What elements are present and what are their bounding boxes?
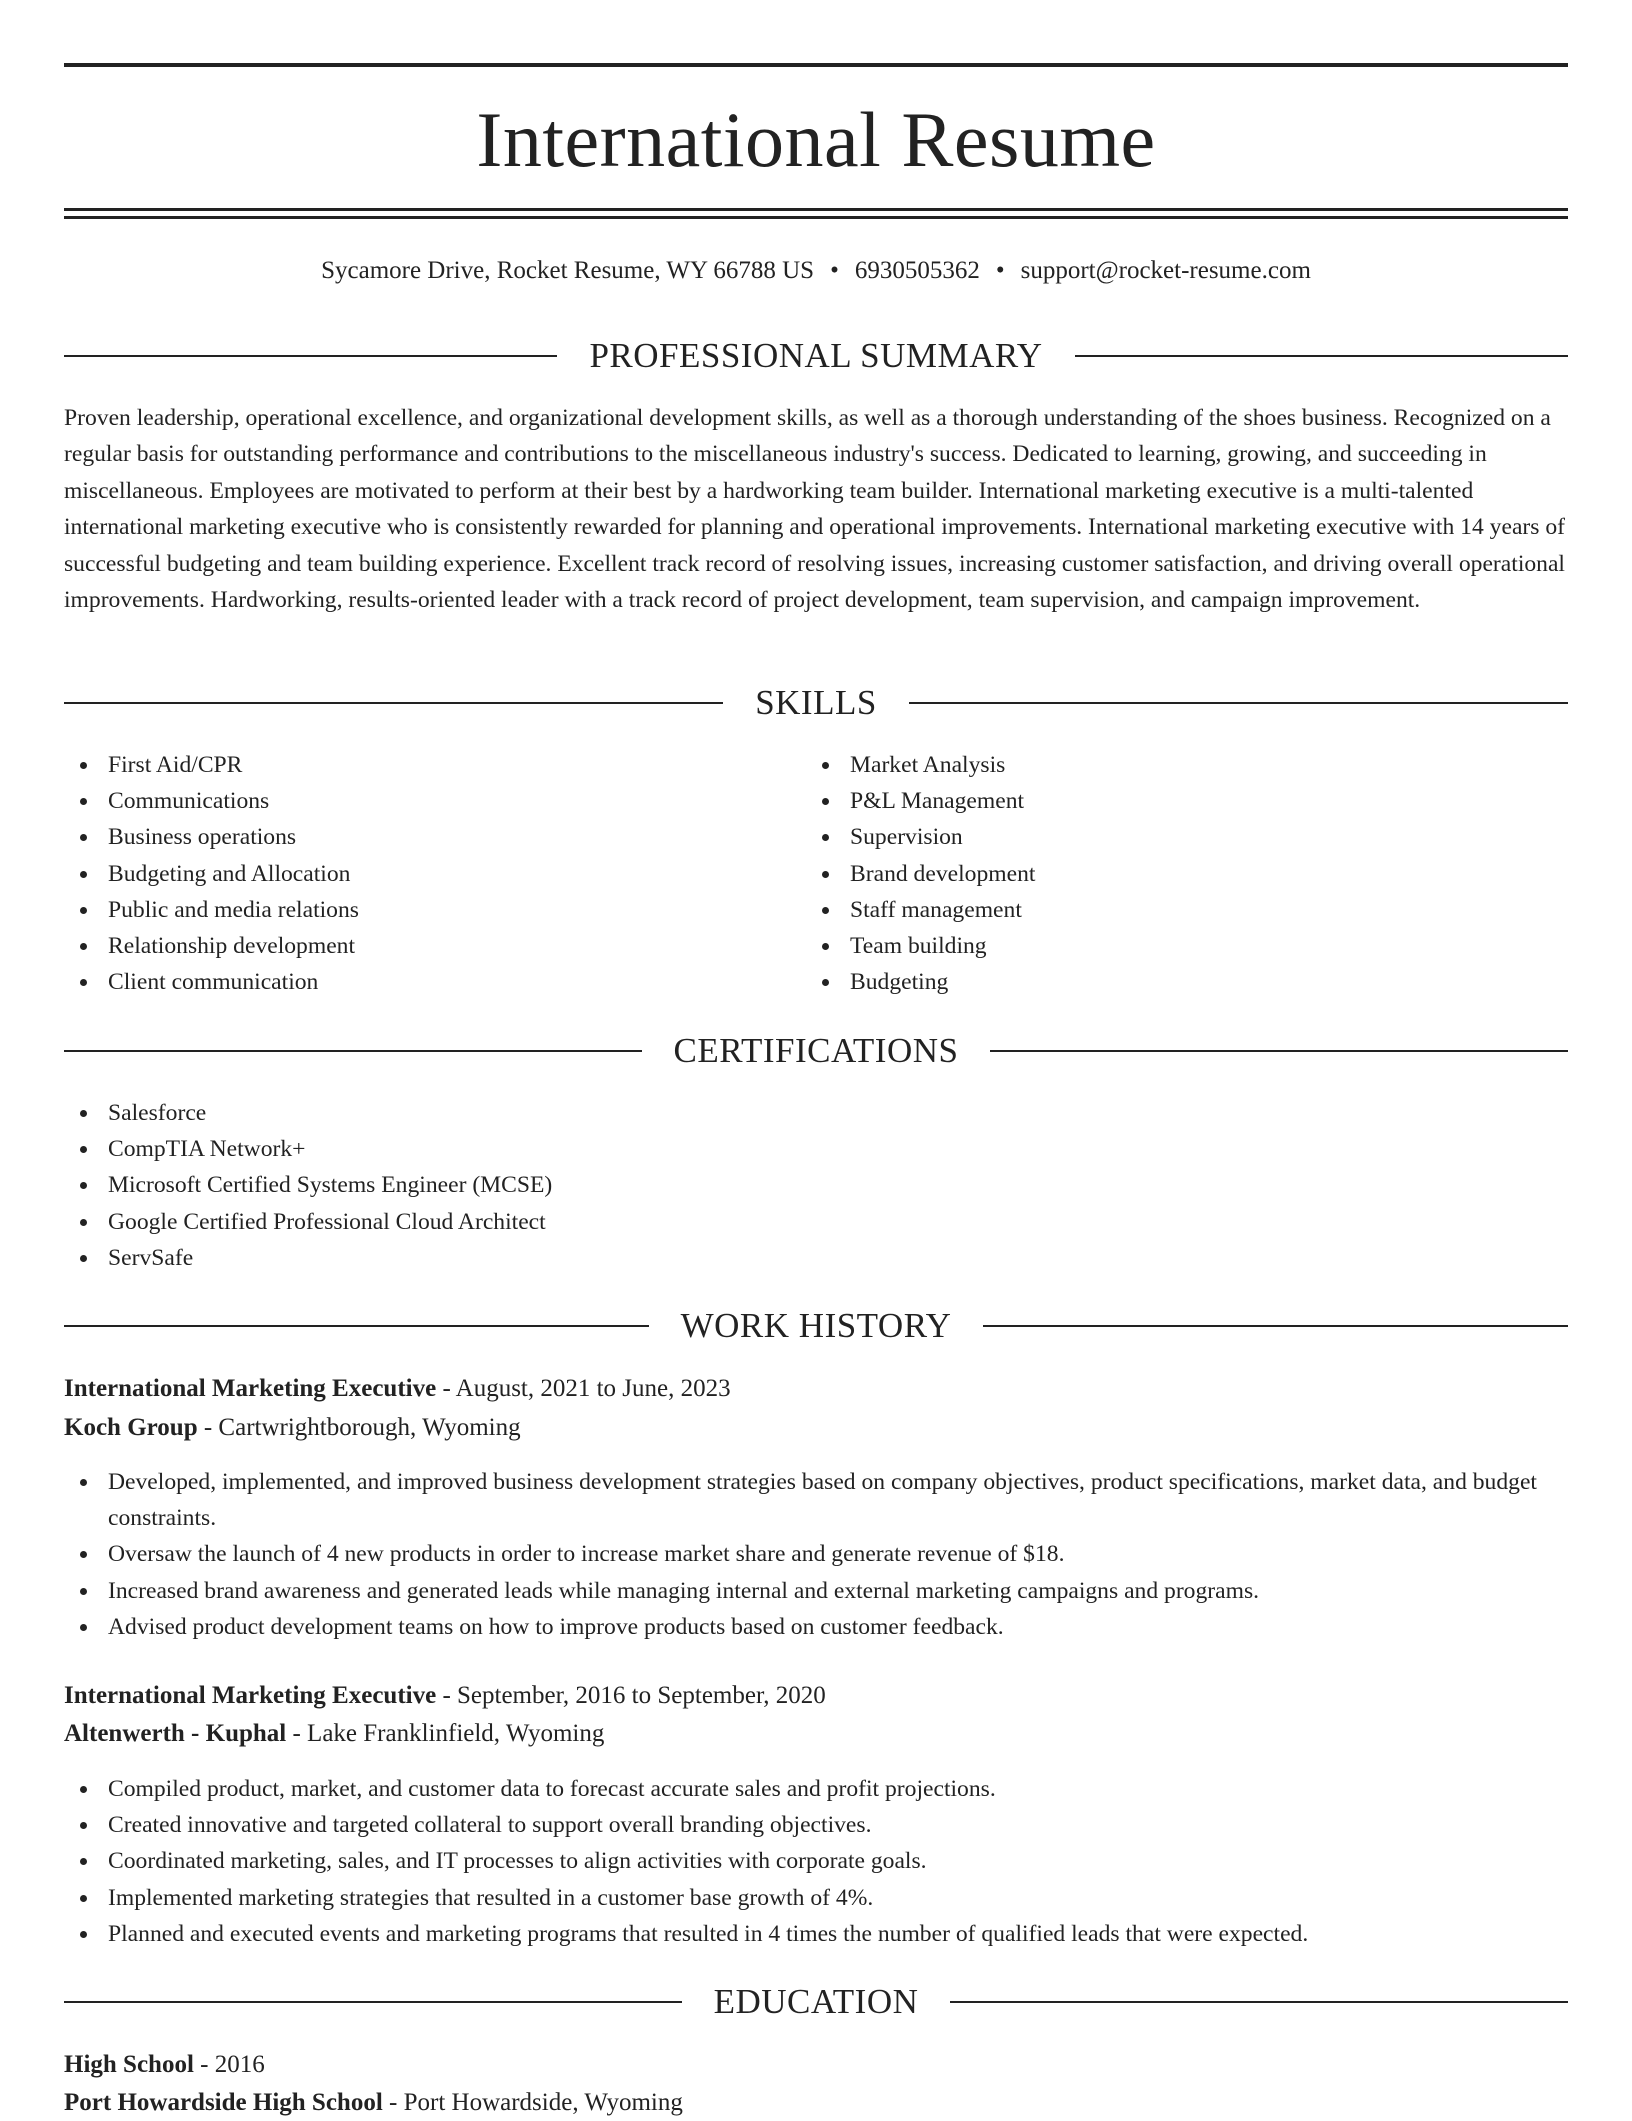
section-rule-right (909, 702, 1568, 704)
job-bullet-item: Compiled product, market, and customer data to forecast accurate sales and profit projections. (64, 1771, 1568, 1807)
skill-item: Supervision (806, 819, 1506, 855)
contact-separator: • (995, 257, 1005, 284)
section-rule-right (983, 1325, 1568, 1327)
skill-item: Budgeting and Allocation (64, 856, 764, 892)
header-divider-rule-second (64, 216, 1568, 219)
certification-item: Google Certified Professional Cloud Architect (64, 1204, 1568, 1240)
section-title-summary: PROFESSIONAL SUMMARY (589, 336, 1043, 375)
section-header-summary (64, 334, 1568, 378)
job-bullet-item: Increased brand awareness and generated leads while managing internal and external marketing campaigns and programs. (64, 1573, 1568, 1609)
section-header-work-history (64, 1304, 1568, 1348)
certification-item: Salesforce (64, 1095, 1568, 1131)
skill-item: First Aid/CPR (64, 747, 764, 783)
skill-item: Client communication (64, 964, 764, 1000)
section-rule-right (990, 1050, 1568, 1052)
job-location: - Cartwrightborough, Wyoming (197, 1414, 521, 1441)
skills-list-right (806, 747, 1506, 1000)
job-bullet-item: Coordinated marketing, sales, and IT processes to align activities with corporate goals. (64, 1843, 1568, 1879)
job-bullet-item: Created innovative and targeted collateral to support overall branding objectives. (64, 1807, 1568, 1843)
section-header-certifications (64, 1029, 1568, 1073)
section-rule-left (64, 1050, 642, 1052)
resume-name: International Resume (476, 96, 1156, 183)
contact-line (64, 254, 1568, 288)
skills-list-left (64, 747, 764, 1000)
job-company: Altenwerth - Kuphal (64, 1720, 287, 1747)
section-rule-left (64, 2001, 682, 2003)
skill-item: Communications (64, 783, 764, 819)
job-bullet-item: Advised product development teams on how to improve products based on customer feedback. (64, 1609, 1568, 1645)
certifications-list (64, 1095, 1568, 1276)
contact-email: support@rocket-resume.com (1020, 257, 1311, 284)
section-header-skills (64, 681, 1568, 725)
certification-item: ServSafe (64, 1240, 1568, 1276)
education-degree: High School (64, 2051, 194, 2078)
education-degree-line (64, 2047, 1568, 2083)
section-title-education: EDUCATION (713, 1982, 919, 2021)
job-dates: - September, 2016 to September, 2020 (436, 1682, 826, 1709)
section-rule-left (64, 702, 723, 704)
header-divider-rule (64, 208, 1568, 211)
section-title-certifications: CERTIFICATIONS (673, 1031, 959, 1070)
header-top-rule (64, 63, 1568, 67)
skill-item: Relationship development (64, 928, 764, 964)
job-location: - Lake Franklinfield, Wyoming (286, 1720, 605, 1747)
skill-item: Business operations (64, 819, 764, 855)
job-company: Koch Group (64, 1414, 198, 1441)
section-header-education (64, 1980, 1568, 2024)
job-bullet-item: Planned and executed events and marketing programs that resulted in 4 times the number of qualified leads that were expected. (64, 1916, 1568, 1952)
skill-item: Team building (806, 928, 1506, 964)
skill-item: Market Analysis (806, 747, 1506, 783)
job-dates: - August, 2021 to June, 2023 (436, 1375, 731, 1402)
job-title-line (64, 1678, 1568, 1714)
job-company-line (64, 1410, 1568, 1446)
section-title-skills: SKILLS (755, 683, 877, 722)
contact-separator: • (830, 257, 839, 284)
job-bullets (64, 1771, 1568, 1952)
section-rule-left (64, 1325, 649, 1327)
education-location: - Port Howardside, Wyoming (382, 2089, 683, 2116)
job-bullet-item: Oversaw the launch of 4 new products in order to increase market share and generate revenue of $18. (64, 1536, 1568, 1572)
section-rule-left (64, 355, 557, 357)
summary-text: Proven leadership, operational excellence, and organizational development skills, as well as a thorough understanding of the shoes business. Recognized on a regular basis for outstanding performance and contributions to the miscellaneous industry's success. Dedicated to learning, growing, and succeeding in miscellaneous. Employees are motivated to perform at their best by a hardworking team builder. International marketing executive is a multi-talented international marketing executive who is consistently rewarded for planning and operational improvements. International marketing executive with 14 years of successful budgeting and team building experience. Excellent track record of resolving issues, increasing customer satisfaction, and driving overall operational improvements. Hardworking, results-oriented leader with a track record of project development, team supervision, and campaign improvement. (64, 405, 1566, 614)
certification-item: CompTIA Network+ (64, 1131, 1568, 1167)
education-school-line (64, 2085, 1568, 2121)
job-title: International Marketing Executive (64, 1375, 437, 1402)
skill-item: Public and media relations (64, 892, 764, 928)
skill-item: Brand development (806, 856, 1506, 892)
job-bullets (64, 1464, 1568, 1645)
section-title-work-history: WORK HISTORY (680, 1306, 952, 1345)
job-bullet-item: Implemented marketing strategies that resulted in a customer base growth of 4%. (64, 1880, 1568, 1916)
contact-phone: 6930505362 (854, 257, 980, 284)
job-company-line (64, 1716, 1568, 1752)
skill-item: Staff management (806, 892, 1506, 928)
section-rule-right (1075, 355, 1568, 357)
contact-address: Sycamore Drive, Rocket Resume, WY 66788 US (321, 257, 815, 284)
education-year: - 2016 (193, 2051, 265, 2078)
section-rule-right (950, 2001, 1568, 2003)
education-school: Port Howardside High School (64, 2089, 383, 2116)
certification-item: Microsoft Certified Systems Engineer (MCSE) (64, 1167, 1568, 1203)
job-bullet-item: Developed, implemented, and improved business development strategies based on company objectives, product specifications, market data, and budget constraints. (64, 1464, 1568, 1536)
skill-item: P&L Management (806, 783, 1506, 819)
skill-item: Budgeting (806, 964, 1506, 1000)
job-title-line (64, 1371, 1568, 1407)
job-title: International Marketing Executive (64, 1682, 437, 1709)
